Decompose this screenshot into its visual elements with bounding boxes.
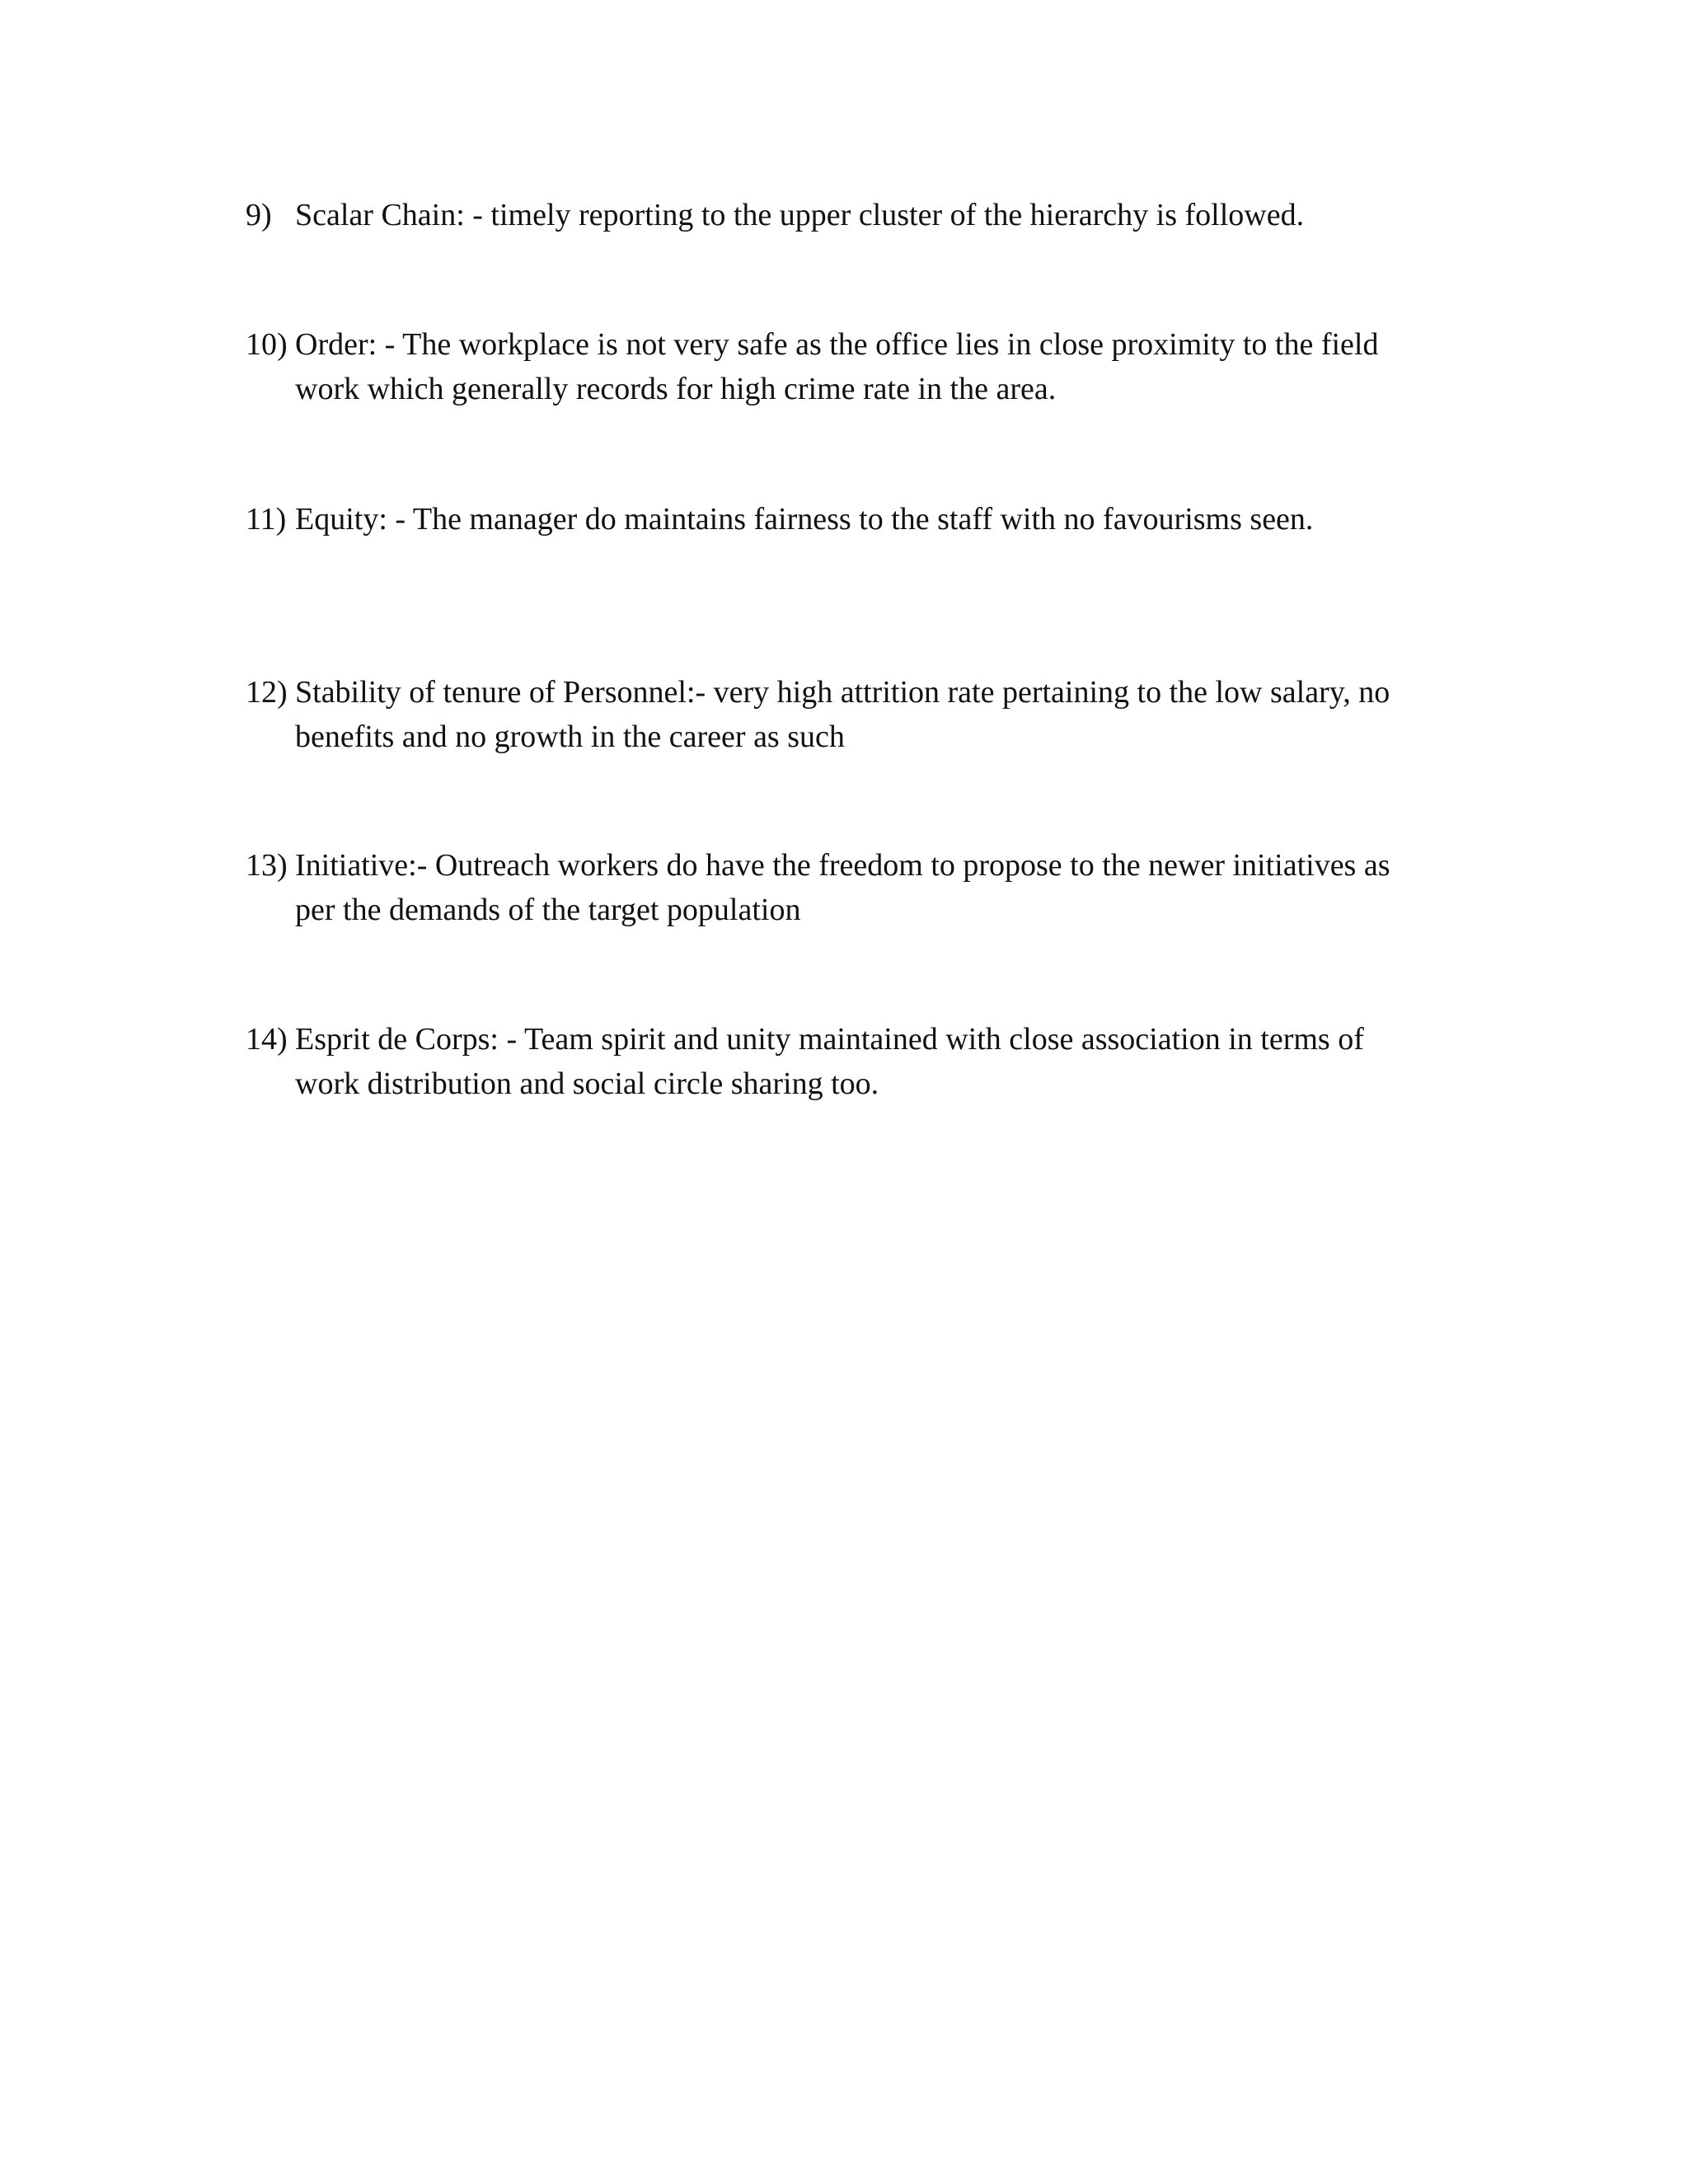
item-text-line: Equity: - The manager do maintains fairness to the staff with no favourisms seen. (295, 502, 1314, 537)
item-text-line: work which generally records for high crime rate in the area. (295, 372, 1057, 406)
item-number: 12) (246, 675, 288, 710)
item-text-line: benefits and no growth in the career as such (295, 719, 845, 754)
item-text-line: Esprit de Corps: - Team spirit and unity maintained with close association in terms of (295, 1022, 1364, 1057)
item-text-line: Stability of tenure of Personnel:- very high attrition rate pertaining to the low salary, no (295, 675, 1390, 710)
item-text-line: work distribution and social circle sharing too. (295, 1066, 879, 1101)
item-text-line: Scalar Chain: - timely reporting to the upper cluster of the hierarchy is followed. (295, 198, 1305, 232)
item-text-line: Order: - The workplace is not very safe as the office lies in close proximity to the field (295, 327, 1379, 362)
item-text-line: Initiative:- Outreach workers do have the freedom to propose to the newer initiatives as (295, 848, 1390, 883)
item-number: 10) (246, 327, 288, 362)
item-text-line: per the demands of the target population (295, 893, 801, 927)
item-number: 13) (246, 848, 288, 883)
item-number: 9) (246, 198, 272, 232)
item-number: 14) (246, 1022, 288, 1057)
item-number: 11) (246, 502, 287, 537)
